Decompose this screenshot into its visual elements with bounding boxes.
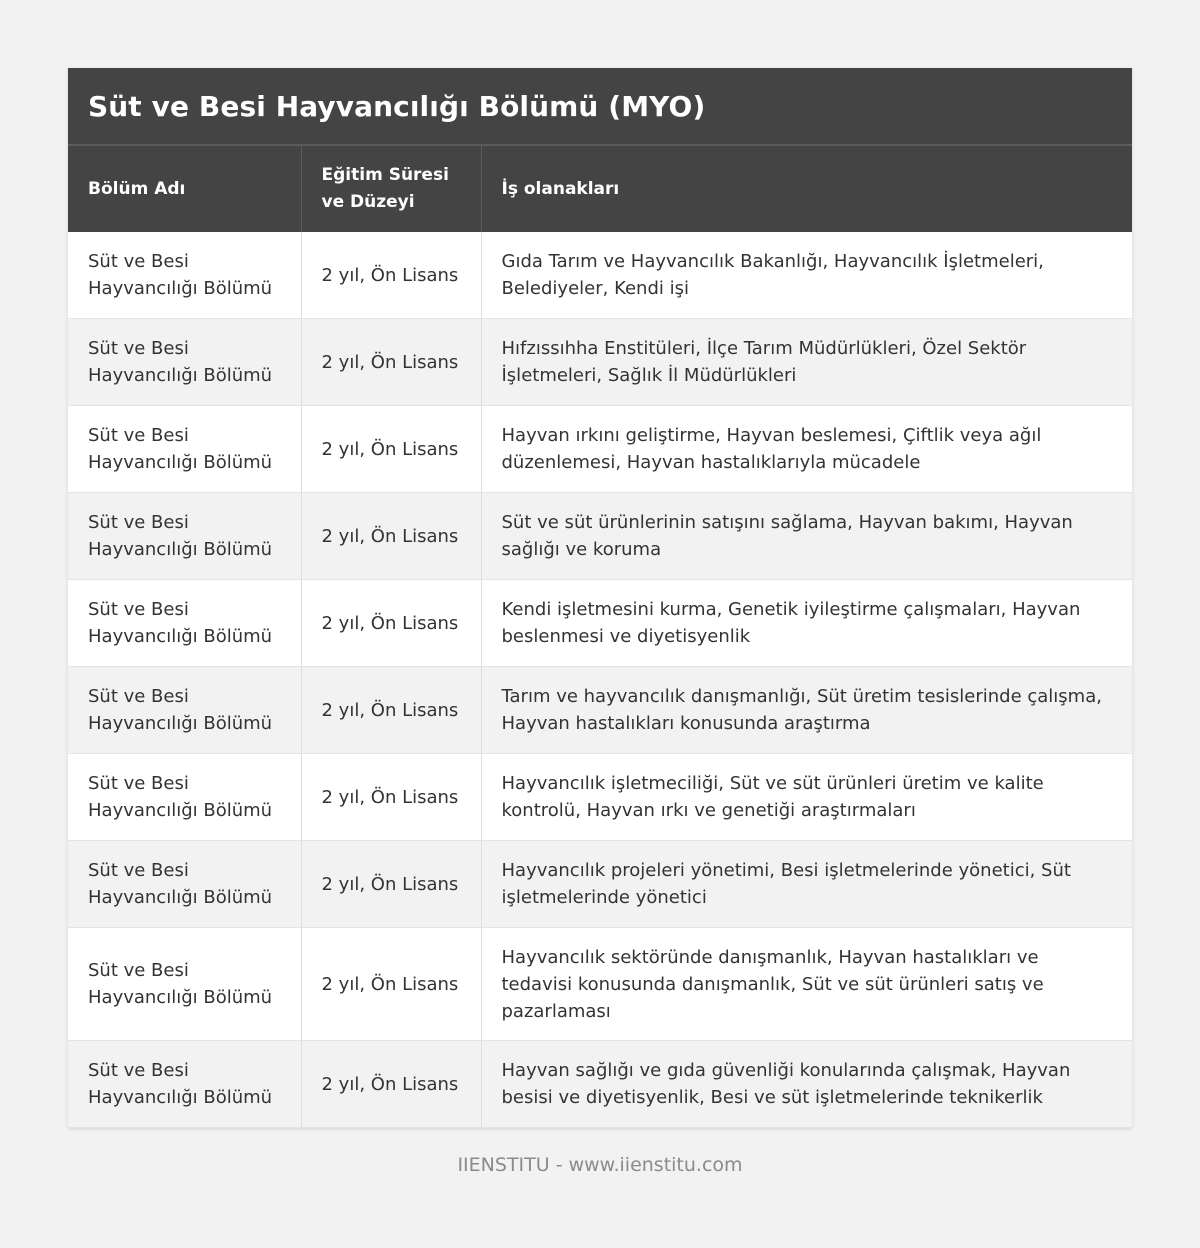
cell-jobs: Tarım ve hayvancılık danışmanlığı, Süt üretim tesislerinde çalışma, Hayvan hastalıkları konusunda araştırma [481,667,1132,754]
cell-department: Süt ve Besi Hayvancılığı Bölümü [68,232,301,319]
footer-credit: IIENSTITU - www.iienstitu.com [457,1154,743,1176]
cell-jobs: Gıda Tarım ve Hayvancılık Bakanlığı, Hayvancılık İşletmeleri, Belediyeler, Kendi işi [481,232,1132,319]
cell-department: Süt ve Besi Hayvancılığı Bölümü [68,667,301,754]
table-row [68,667,1132,754]
cell-duration: 2 yıl, Ön Lisans [301,232,481,319]
cell-duration: 2 yıl, Ön Lisans [301,667,481,754]
table-row [68,841,1132,928]
table-row [68,754,1132,841]
cell-department: Süt ve Besi Hayvancılığı Bölümü [68,406,301,493]
cell-duration: 2 yıl, Ön Lisans [301,319,481,406]
cell-jobs: Hıfzıssıhha Enstitüleri, İlçe Tarım Müdürlükleri, Özel Sektör İşletmeleri, Sağlık İl Müdürlükleri [481,319,1132,406]
cell-jobs: Hayvan ırkını geliştirme, Hayvan beslemesi, Çiftlik veya ağıl düzenlemesi, Hayvan hastalıklarıyla mücadele [481,406,1132,493]
table-row [68,319,1132,406]
header-department-name: Bölüm Adı [68,145,301,232]
cell-department: Süt ve Besi Hayvancılığı Bölümü [68,928,301,1041]
table-row [68,1041,1132,1128]
cell-jobs: Hayvancılık projeleri yönetimi, Besi işletmelerinde yönetici, Süt işletmelerinde yönetici [481,841,1132,928]
cell-jobs: Kendi işletmesini kurma, Genetik iyileştirme çalışmaları, Hayvan beslenmesi ve diyetisyenlik [481,580,1132,667]
table-row [68,928,1132,1041]
table-row [68,580,1132,667]
cell-department: Süt ve Besi Hayvancılığı Bölümü [68,319,301,406]
cell-department: Süt ve Besi Hayvancılığı Bölümü [68,493,301,580]
cell-jobs: Hayvan sağlığı ve gıda güvenliği konularında çalışmak, Hayvan besisi ve diyetisyenlik, Besi ve süt işletmelerinde teknikerlik [481,1041,1132,1128]
title-bar [68,68,1132,144]
page-title: Süt ve Besi Hayvancılığı Bölümü (MYO) [88,89,706,123]
careers-table [68,144,1132,1128]
cell-duration: 2 yıl, Ön Lisans [301,754,481,841]
cell-department: Süt ve Besi Hayvancılığı Bölümü [68,841,301,928]
cell-department: Süt ve Besi Hayvancılığı Bölümü [68,1041,301,1128]
table-row [68,493,1132,580]
table-card [68,68,1132,1128]
cell-department: Süt ve Besi Hayvancılığı Bölümü [68,580,301,667]
table-row [68,406,1132,493]
table-row [68,232,1132,319]
cell-duration: 2 yıl, Ön Lisans [301,580,481,667]
cell-duration: 2 yıl, Ön Lisans [301,406,481,493]
cell-jobs: Süt ve süt ürünlerinin satışını sağlama, Hayvan bakımı, Hayvan sağlığı ve koruma [481,493,1132,580]
cell-jobs: Hayvancılık işletmeciliği, Süt ve süt ürünleri üretim ve kalite kontrolü, Hayvan ırkı ve genetiği araştırmaları [481,754,1132,841]
cell-duration: 2 yıl, Ön Lisans [301,841,481,928]
header-duration-level: Eğitim Süresi ve Düzeyi [301,145,481,232]
cell-jobs: Hayvancılık sektöründe danışmanlık, Hayvan hastalıkları ve tedavisi konusunda danışmanlık, Süt ve süt ürünleri satış ve pazarlaması [481,928,1132,1041]
cell-duration: 2 yıl, Ön Lisans [301,1041,481,1128]
cell-duration: 2 yıl, Ön Lisans [301,928,481,1041]
header-job-opportunities: İş olanakları [481,145,1132,232]
table-header-row [68,145,1132,232]
cell-duration: 2 yıl, Ön Lisans [301,493,481,580]
cell-department: Süt ve Besi Hayvancılığı Bölümü [68,754,301,841]
